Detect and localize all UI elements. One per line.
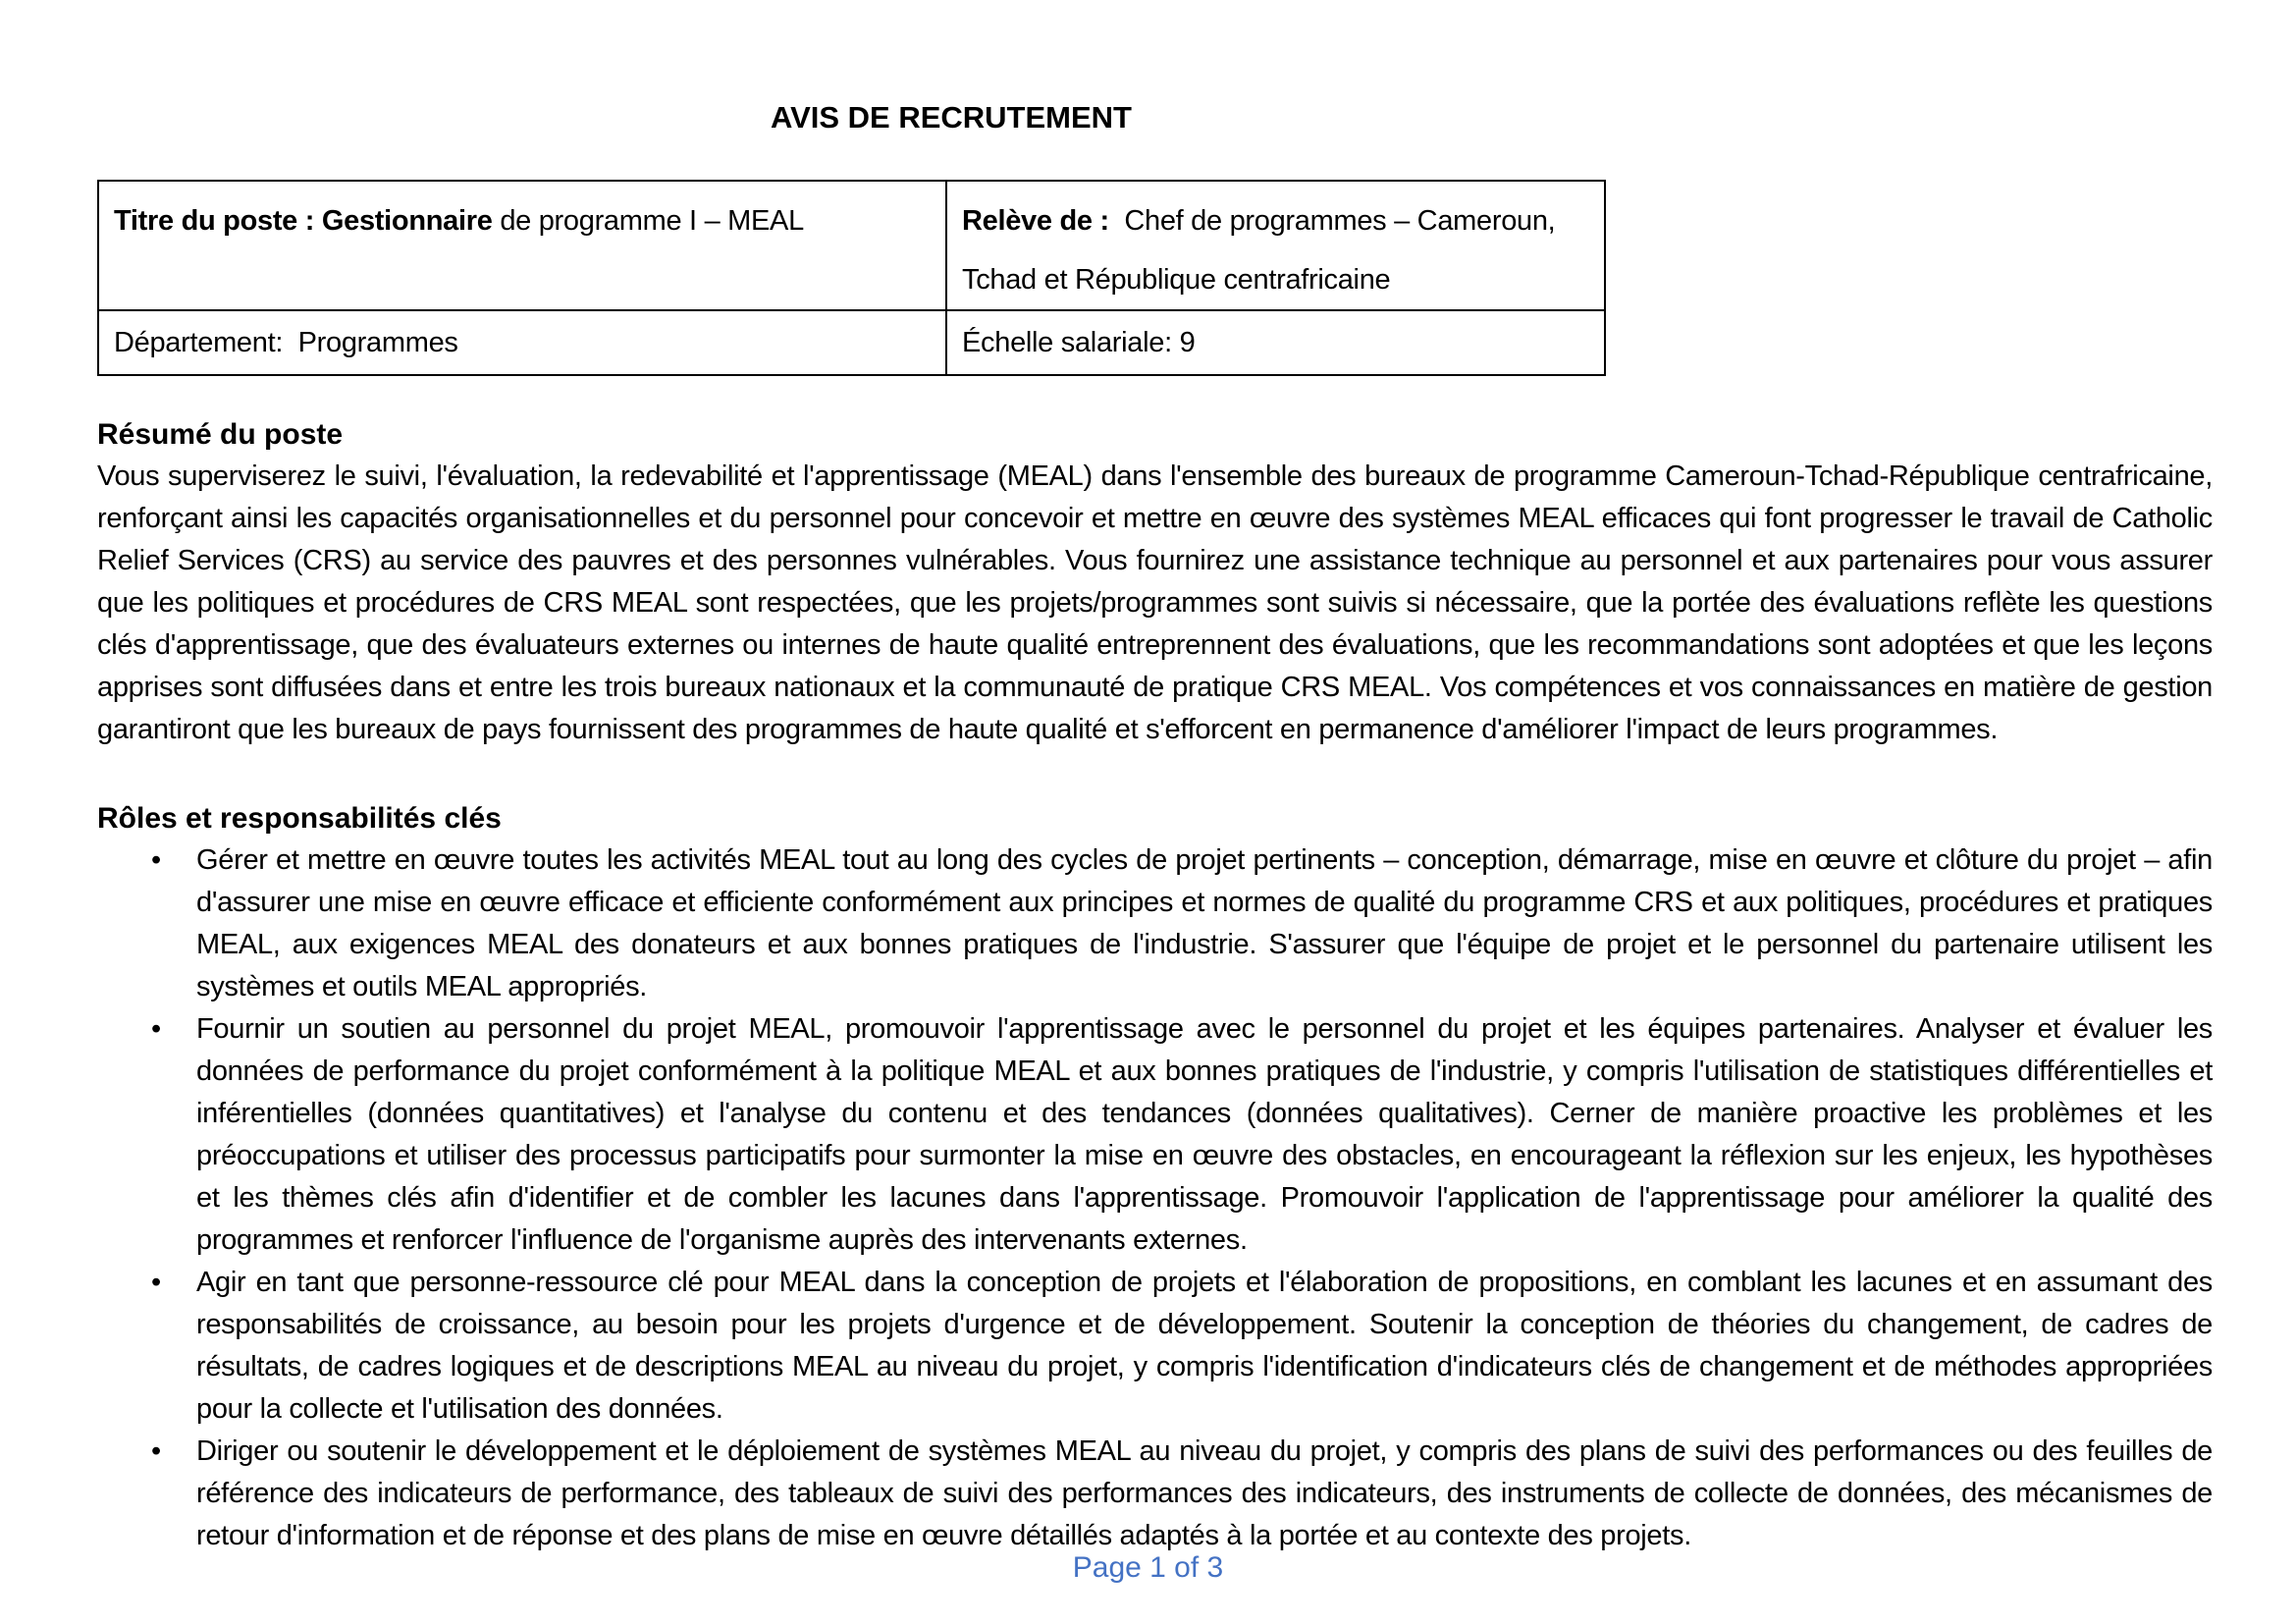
page-number: Page 1 of 3 [1072,1551,1224,1584]
reports-to-label: Relève de : [962,205,1109,237]
roles-bullet-list [97,839,2213,1557]
page-title: AVIS DE RECRUTEMENT [770,100,1132,135]
reports-to-value: Chef de programmes – Cameroun, Tchad et République centrafricaine [962,205,1563,296]
job-title-label: Titre du poste : Gestionnaire [114,205,493,237]
job-info-table [97,180,1606,376]
cell-salary-scale: Échelle salariale: 9 [946,310,1605,375]
summary-paragraph: Vous superviserez le suivi, l'évaluation, la redevabilité et l'apprentissage (MEAL) dans l'ensemble des bureaux de programme Cameroun-Tchad-République centrafricaine, renforçant ainsi les capacités organisationnelles et du personnel pour concevoir et mettre en œuvre des systèmes MEAL efficaces qui font progresser le travail de Catholic Relief Services (CRS) au service des pauvres et des personnes vulnérables. Vous fournirez une assistance technique au personnel et aux partenaires pour vous assurer que les politiques et procédures de CRS MEAL sont respectées, que les projets/programmes sont suivis si nécessaire, que la portée des évaluations reflète les questions clés d'apprentissage, que des évaluateurs externes ou internes de haute qualité entreprennent des évaluations, que les recommandations sont adoptées et que les leçons apprises sont diffusées dans et entre les trois bureaux nationaux et la communauté de pratique CRS MEAL. Vos compétences et vos connaissances en matière de gestion garantiront que les bureaux de pays fournissent des programmes de haute qualité et s'efforcent en permanence d'améliorer l'impact de leurs programmes. [97,460,2213,745]
list-item: • Agir en tant que personne-ressource clé pour MEAL dans la conception de projets et l'élaboration de propositions, en comblant les lacunes et en assumant des responsabilités de croissance, au besoin pour les projets d'urgence et de développement. Soutenir la conception de théories du changement, de cadres de résultats, de cadres logiques et de descriptions MEAL au niveau du projet, y compris l'identification d'indicateurs clés de changement et de méthodes appropriées pour la collecte et l'utilisation des données. [196,1262,2213,1431]
list-item: • Diriger ou soutenir le développement et le déploiement de systèmes MEAL au niveau du projet, y compris des plans de suivi des performances ou des feuilles de référence des indicateurs de performance, des tableaux de suivi des performances des indicateurs, des instruments de collecte de données, des mécanismes de retour d'information et de réponse et des plans de mise en œuvre détaillés adaptés à la portée et au contexte des projets. [196,1431,2213,1557]
cell-job-title [98,181,946,310]
cell-department: Département: Programmes [98,310,946,375]
summary-heading: Résumé du poste [97,418,344,451]
cell-reports-to [946,181,1605,310]
job-title-value: de programme I – MEAL [492,205,804,237]
table-row [98,181,1605,310]
list-item: • Gérer et mettre en œuvre toutes les activités MEAL tout au long des cycles de projet pertinents – conception, démarrage, mise en œuvre et clôture du projet – afin d'assurer une mise en œuvre efficace et efficiente conformément aux principes et normes de qualité du programme CRS et aux politiques, procédures et pratiques MEAL, aux exigences MEAL des donateurs et aux bonnes pratiques de l'industrie. S'assurer que l'équipe de projet et le personnel du partenaire utilisent les systèmes et outils MEAL appropriés. [196,839,2213,1008]
roles-heading: Rôles et responsabilités clés [97,802,502,835]
list-item: • Fournir un soutien au personnel du projet MEAL, promouvoir l'apprentissage avec le personnel du projet et les équipes partenaires. Analyser et évaluer les données de performance du projet conformément à la politique MEAL et aux bonnes pratiques de l'industrie, y compris l'utilisation de statistiques différentielles et inférentielles (données quantitatives) et l'analyse du contenu et des tendances (données qualitatives). Cerner de manière proactive les problèmes et les préoccupations et utiliser des processus participatifs pour surmonter la mise en œuvre des obstacles, en encourageant la réflexion sur les enjeux, les hypothèses et les thèmes clés afin d'identifier et de combler les lacunes dans l'apprentissage. Promouvoir l'application de l'apprentissage pour améliorer la qualité des programmes et renforcer l'influence de l'organisme auprès des intervenants externes. [196,1008,2213,1262]
table-row [98,310,1605,375]
